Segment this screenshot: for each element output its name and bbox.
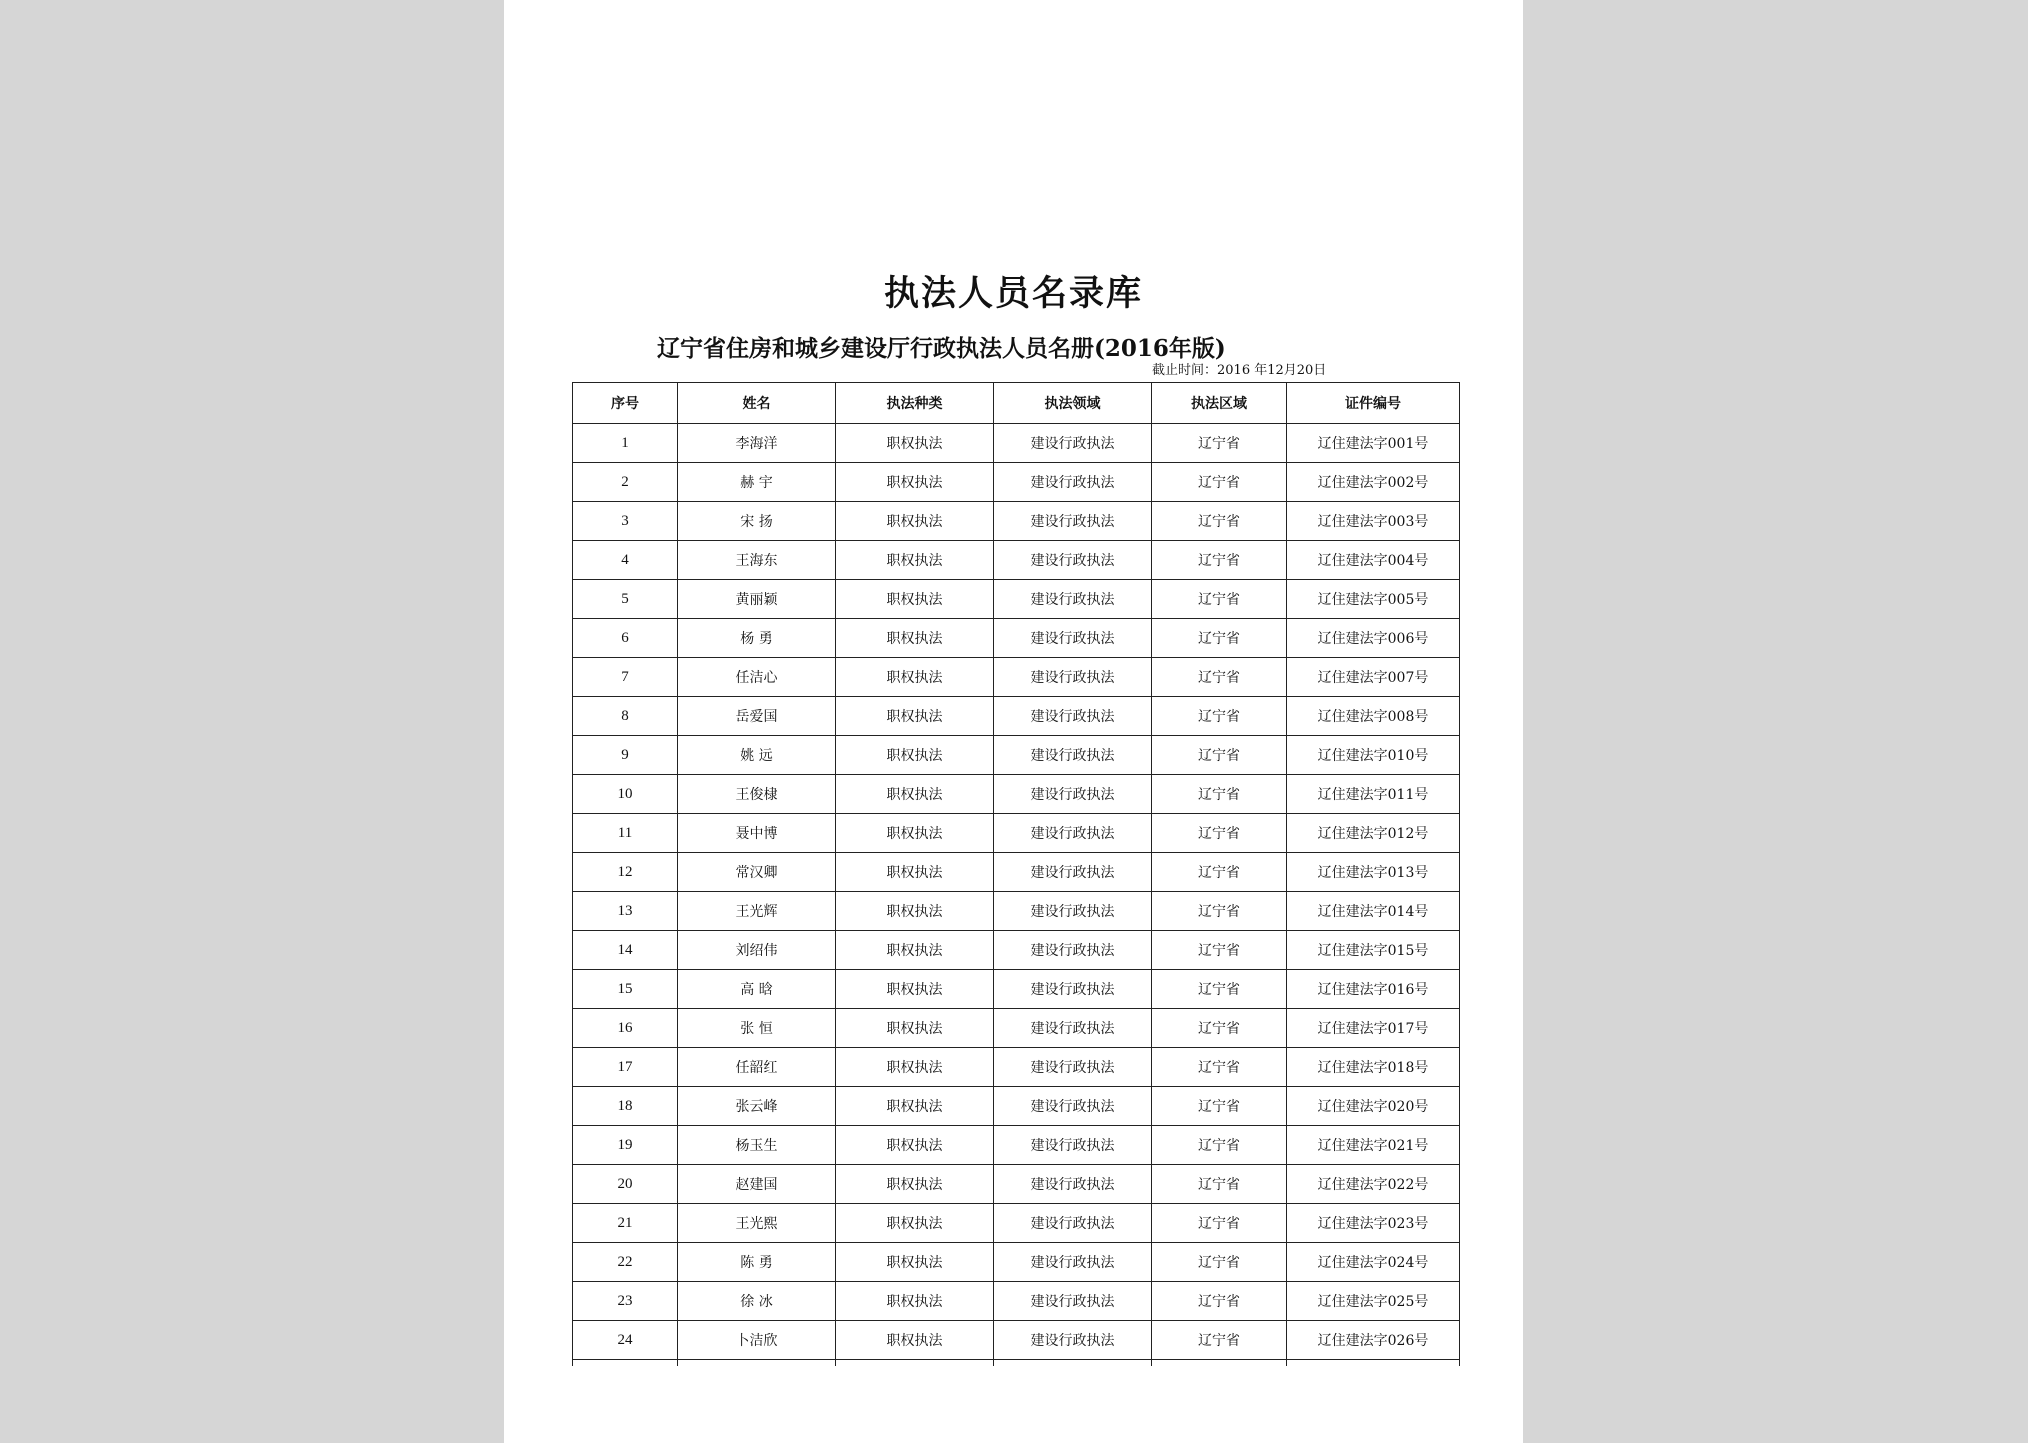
cell-index: 8 — [573, 697, 678, 736]
cell-name: 刘绍伟 — [678, 931, 836, 970]
table-row — [573, 1048, 1460, 1087]
cell-certificate-number: 辽住建法字022号 — [1287, 1165, 1460, 1204]
cell-name: 陈 勇 — [678, 1243, 836, 1282]
cell-index: 7 — [573, 658, 678, 697]
cell-enforcement-field: 建设行政执法 — [994, 931, 1152, 970]
cell-enforcement-type: 职权执法 — [836, 814, 994, 853]
cell-enforcement-field: 建设行政执法 — [994, 1048, 1152, 1087]
cell-enforcement-field: 建设行政执法 — [994, 1126, 1152, 1165]
cell-certificate-number: 辽住建法字011号 — [1287, 775, 1460, 814]
cell-certificate-number: 辽住建法字017号 — [1287, 1009, 1460, 1048]
document-page — [504, 0, 1523, 1443]
cell-enforcement-region: 辽宁省 — [1152, 619, 1287, 658]
header-enforcement-type: 执法种类 — [836, 383, 994, 424]
cell-enforcement-field: 建设行政执法 — [994, 1204, 1152, 1243]
cell-index: 13 — [573, 892, 678, 931]
table-row — [573, 463, 1460, 502]
cell-name: 赫 宇 — [678, 463, 836, 502]
table-row — [573, 1126, 1460, 1165]
table-row — [573, 931, 1460, 970]
cell-index: 19 — [573, 1126, 678, 1165]
cell-enforcement-field: 建设行政执法 — [994, 619, 1152, 658]
cell-enforcement-type: 职权执法 — [836, 1087, 994, 1126]
cell-certificate-number: 辽住建法字018号 — [1287, 1048, 1460, 1087]
cell-enforcement-field: 建设行政执法 — [994, 970, 1152, 1009]
cell-index: 20 — [573, 1165, 678, 1204]
table-row — [573, 970, 1460, 1009]
table-body — [573, 424, 1460, 1367]
table-row — [573, 736, 1460, 775]
cell-enforcement-field: 建设行政执法 — [994, 1087, 1152, 1126]
cell-index: 14 — [573, 931, 678, 970]
cell-name: 杨玉生 — [678, 1126, 836, 1165]
cell-name: 杨 勇 — [678, 619, 836, 658]
cell-enforcement-region: 辽宁省 — [1152, 541, 1287, 580]
cell-enforcement-type: 职权执法 — [836, 502, 994, 541]
cell-name: 卜洁欣 — [678, 1321, 836, 1360]
table-row — [573, 1165, 1460, 1204]
table-row — [573, 1009, 1460, 1048]
cell-certificate-number: 辽住建法字014号 — [1287, 892, 1460, 931]
cell-enforcement-type: 职权执法 — [836, 1009, 994, 1048]
header-certificate-number: 证件编号 — [1287, 383, 1460, 424]
cell-certificate-number: 辽住建法字013号 — [1287, 853, 1460, 892]
cell-enforcement-region: 辽宁省 — [1152, 1243, 1287, 1282]
cell-certificate-number: 辽住建法字025号 — [1287, 1282, 1460, 1321]
continuation-cell — [1152, 1360, 1287, 1367]
cell-enforcement-field: 建设行政执法 — [994, 1243, 1152, 1282]
cell-enforcement-type: 职权执法 — [836, 1282, 994, 1321]
table-row — [573, 619, 1460, 658]
cell-index: 21 — [573, 1204, 678, 1243]
cell-certificate-number: 辽住建法字010号 — [1287, 736, 1460, 775]
cell-enforcement-region: 辽宁省 — [1152, 1009, 1287, 1048]
cell-certificate-number: 辽住建法字008号 — [1287, 697, 1460, 736]
cell-enforcement-region: 辽宁省 — [1152, 658, 1287, 697]
cell-enforcement-region: 辽宁省 — [1152, 814, 1287, 853]
table-row — [573, 424, 1460, 463]
cell-enforcement-region: 辽宁省 — [1152, 580, 1287, 619]
cell-certificate-number: 辽住建法字007号 — [1287, 658, 1460, 697]
table-row — [573, 541, 1460, 580]
cell-enforcement-type: 职权执法 — [836, 892, 994, 931]
cell-index: 16 — [573, 1009, 678, 1048]
cell-enforcement-type: 职权执法 — [836, 853, 994, 892]
cell-enforcement-field: 建设行政执法 — [994, 853, 1152, 892]
cell-index: 10 — [573, 775, 678, 814]
cell-certificate-number: 辽住建法字021号 — [1287, 1126, 1460, 1165]
cell-enforcement-field: 建设行政执法 — [994, 814, 1152, 853]
cell-enforcement-field: 建设行政执法 — [994, 463, 1152, 502]
cell-name: 任洁心 — [678, 658, 836, 697]
cell-enforcement-type: 职权执法 — [836, 1243, 994, 1282]
continuation-cell — [678, 1360, 836, 1367]
cell-index: 11 — [573, 814, 678, 853]
cell-enforcement-field: 建设行政执法 — [994, 697, 1152, 736]
cell-enforcement-region: 辽宁省 — [1152, 1165, 1287, 1204]
cell-enforcement-field: 建设行政执法 — [994, 775, 1152, 814]
cutoff-date: 截止时间：2016 年12月20日 — [1152, 363, 1327, 378]
cell-enforcement-field: 建设行政执法 — [994, 1321, 1152, 1360]
cell-enforcement-region: 辽宁省 — [1152, 502, 1287, 541]
cell-enforcement-region: 辽宁省 — [1152, 424, 1287, 463]
cell-certificate-number: 辽住建法字024号 — [1287, 1243, 1460, 1282]
cell-certificate-number: 辽住建法字012号 — [1287, 814, 1460, 853]
cell-certificate-number: 辽住建法字015号 — [1287, 931, 1460, 970]
cell-name: 姚 远 — [678, 736, 836, 775]
cell-certificate-number: 辽住建法字002号 — [1287, 463, 1460, 502]
cell-enforcement-field: 建设行政执法 — [994, 424, 1152, 463]
table-row — [573, 658, 1460, 697]
cell-name: 聂中博 — [678, 814, 836, 853]
cell-enforcement-region: 辽宁省 — [1152, 853, 1287, 892]
cell-enforcement-type: 职权执法 — [836, 424, 994, 463]
continuation-cell — [836, 1360, 994, 1367]
table-row — [573, 892, 1460, 931]
cell-enforcement-region: 辽宁省 — [1152, 931, 1287, 970]
cell-enforcement-field: 建设行政执法 — [994, 580, 1152, 619]
cell-index: 9 — [573, 736, 678, 775]
cell-enforcement-field: 建设行政执法 — [994, 1165, 1152, 1204]
cell-certificate-number: 辽住建法字020号 — [1287, 1087, 1460, 1126]
cell-name: 李海洋 — [678, 424, 836, 463]
cell-enforcement-type: 职权执法 — [836, 736, 994, 775]
cell-certificate-number: 辽住建法字023号 — [1287, 1204, 1460, 1243]
cell-enforcement-field: 建设行政执法 — [994, 502, 1152, 541]
document-subtitle: 辽宁省住房和城乡建设厅行政执法人员名册(2016年版) — [657, 335, 1226, 362]
cell-enforcement-field: 建设行政执法 — [994, 892, 1152, 931]
cell-name: 王光熙 — [678, 1204, 836, 1243]
cell-name: 高 晗 — [678, 970, 836, 1009]
cell-enforcement-region: 辽宁省 — [1152, 1204, 1287, 1243]
cell-enforcement-type: 职权执法 — [836, 697, 994, 736]
cell-enforcement-type: 职权执法 — [836, 1204, 994, 1243]
cell-name: 常汉卿 — [678, 853, 836, 892]
cell-name: 徐 冰 — [678, 1282, 836, 1321]
table-row — [573, 1282, 1460, 1321]
header-enforcement-region: 执法区域 — [1152, 383, 1287, 424]
cell-enforcement-region: 辽宁省 — [1152, 736, 1287, 775]
cell-index: 12 — [573, 853, 678, 892]
cell-enforcement-field: 建设行政执法 — [994, 1282, 1152, 1321]
cell-enforcement-type: 职权执法 — [836, 931, 994, 970]
cell-index: 2 — [573, 463, 678, 502]
cell-name: 黄丽颖 — [678, 580, 836, 619]
cell-index: 23 — [573, 1282, 678, 1321]
cell-certificate-number: 辽住建法字001号 — [1287, 424, 1460, 463]
cell-certificate-number: 辽住建法字005号 — [1287, 580, 1460, 619]
cell-name: 张云峰 — [678, 1087, 836, 1126]
cell-index: 24 — [573, 1321, 678, 1360]
cell-enforcement-type: 职权执法 — [836, 541, 994, 580]
cell-enforcement-type: 职权执法 — [836, 1165, 994, 1204]
cell-enforcement-field: 建设行政执法 — [994, 541, 1152, 580]
cell-certificate-number: 辽住建法字004号 — [1287, 541, 1460, 580]
cell-enforcement-region: 辽宁省 — [1152, 892, 1287, 931]
table-row — [573, 502, 1460, 541]
table-header-row — [573, 383, 1460, 424]
cell-enforcement-field: 建设行政执法 — [994, 736, 1152, 775]
cell-name: 任韶红 — [678, 1048, 836, 1087]
cell-enforcement-type: 职权执法 — [836, 619, 994, 658]
cell-index: 4 — [573, 541, 678, 580]
cell-enforcement-type: 职权执法 — [836, 580, 994, 619]
table-row — [573, 853, 1460, 892]
table-row — [573, 814, 1460, 853]
cell-enforcement-type: 职权执法 — [836, 1321, 994, 1360]
cell-name: 岳爱国 — [678, 697, 836, 736]
cell-enforcement-type: 职权执法 — [836, 463, 994, 502]
cell-name: 王光辉 — [678, 892, 836, 931]
cell-enforcement-region: 辽宁省 — [1152, 1048, 1287, 1087]
continuation-cell — [573, 1360, 678, 1367]
cell-index: 1 — [573, 424, 678, 463]
cell-enforcement-region: 辽宁省 — [1152, 775, 1287, 814]
cell-enforcement-region: 辽宁省 — [1152, 1126, 1287, 1165]
cell-enforcement-type: 职权执法 — [836, 775, 994, 814]
table-row — [573, 1087, 1460, 1126]
cell-index: 3 — [573, 502, 678, 541]
cell-name: 张 恒 — [678, 1009, 836, 1048]
document-title: 执法人员名录库 — [883, 273, 1143, 314]
personnel-table — [572, 382, 1460, 1366]
cell-certificate-number: 辽住建法字026号 — [1287, 1321, 1460, 1360]
cell-index: 17 — [573, 1048, 678, 1087]
table-row — [573, 697, 1460, 736]
cell-certificate-number: 辽住建法字016号 — [1287, 970, 1460, 1009]
cell-name: 赵建国 — [678, 1165, 836, 1204]
table-row — [573, 1321, 1460, 1360]
cell-index: 18 — [573, 1087, 678, 1126]
table-row — [573, 775, 1460, 814]
cell-index: 6 — [573, 619, 678, 658]
table-row-continuation — [573, 1360, 1460, 1367]
cell-enforcement-type: 职权执法 — [836, 1126, 994, 1165]
cell-index: 5 — [573, 580, 678, 619]
cell-enforcement-type: 职权执法 — [836, 658, 994, 697]
header-enforcement-field: 执法领域 — [994, 383, 1152, 424]
cell-index: 22 — [573, 1243, 678, 1282]
cell-enforcement-region: 辽宁省 — [1152, 697, 1287, 736]
cell-enforcement-region: 辽宁省 — [1152, 970, 1287, 1009]
cell-name: 王俊棣 — [678, 775, 836, 814]
cell-name: 王海东 — [678, 541, 836, 580]
table-row — [573, 580, 1460, 619]
cell-enforcement-region: 辽宁省 — [1152, 1321, 1287, 1360]
table-row — [573, 1204, 1460, 1243]
continuation-cell — [1287, 1360, 1460, 1367]
cell-enforcement-field: 建设行政执法 — [994, 1009, 1152, 1048]
cell-certificate-number: 辽住建法字003号 — [1287, 502, 1460, 541]
cell-enforcement-field: 建设行政执法 — [994, 658, 1152, 697]
cell-enforcement-region: 辽宁省 — [1152, 463, 1287, 502]
cell-index: 15 — [573, 970, 678, 1009]
header-name: 姓名 — [678, 383, 836, 424]
cell-certificate-number: 辽住建法字006号 — [1287, 619, 1460, 658]
cell-name: 宋 扬 — [678, 502, 836, 541]
cell-enforcement-region: 辽宁省 — [1152, 1087, 1287, 1126]
cell-enforcement-type: 职权执法 — [836, 1048, 994, 1087]
cell-enforcement-region: 辽宁省 — [1152, 1282, 1287, 1321]
cell-enforcement-type: 职权执法 — [836, 970, 994, 1009]
table-row — [573, 1243, 1460, 1282]
header-index: 序号 — [573, 383, 678, 424]
continuation-cell — [994, 1360, 1152, 1367]
